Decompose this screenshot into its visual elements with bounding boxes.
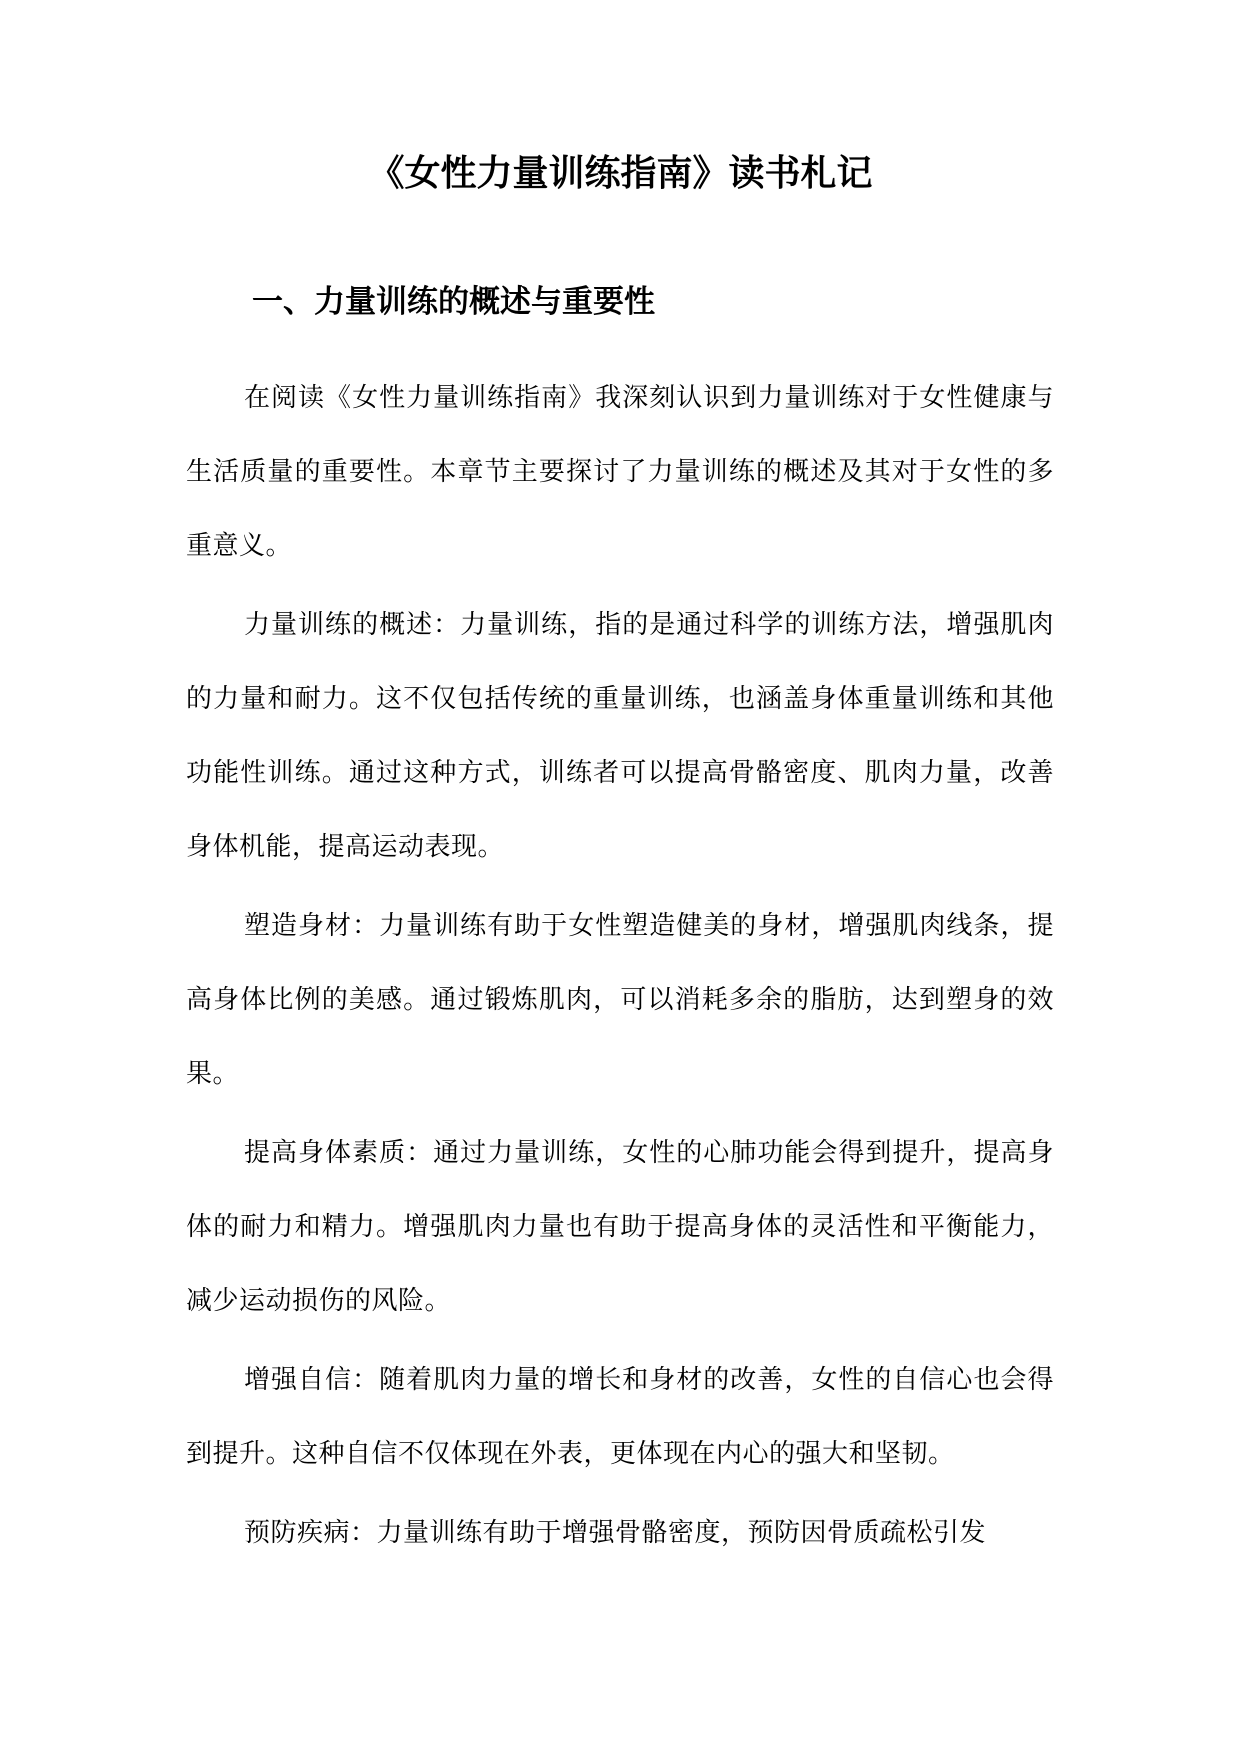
paragraph-overview: 力量训练的概述：力量训练，指的是通过科学的训练方法，增强肌肉的力量和耐力。这不仅包括传统的重量训练，也涵盖身体重量训练和其他功能性训练。通过这种方式，训练者可以提高骨骼密度、肌肉力量，改善身体机能，提高运动表现。 — [186, 610, 1054, 862]
paragraph-prevention: 预防疾病：力量训练有助于增强骨骼密度，预防因骨质疏松引发 — [244, 1518, 987, 1548]
paragraph-confidence: 增强自信：随着肌肉力量的增长和身材的改善，女性的自信心也会得到提升。这种自信不仅体现在外表，更体现在内心的强大和坚韧。 — [186, 1365, 1054, 1469]
paragraph-intro: 在阅读《女性力量训练指南》我深刻认识到力量训练对于女性健康与生活质量的重要性。本章节主要探讨了力量训练的概述及其对于女性的多重意义。 — [186, 383, 1054, 561]
document-body — [186, 361, 1054, 1575]
document-title: 《女性力量训练指南》读书札记 — [368, 153, 873, 194]
section-heading: 一、力量训练的概述与重要性 — [252, 284, 655, 320]
paragraph-shaping: 塑造身材：力量训练有助于女性塑造健美的身材，增强肌肉线条，提高身体比例的美感。通过锻炼肌肉，可以消耗多余的脂肪，达到塑身的效果。 — [186, 911, 1054, 1089]
paragraph-fitness: 提高身体素质：通过力量训练，女性的心肺功能会得到提升，提高身体的耐力和精力。增强肌肉力量也有助于提高身体的灵活性和平衡能力，减少运动损伤的风险。 — [186, 1138, 1054, 1316]
